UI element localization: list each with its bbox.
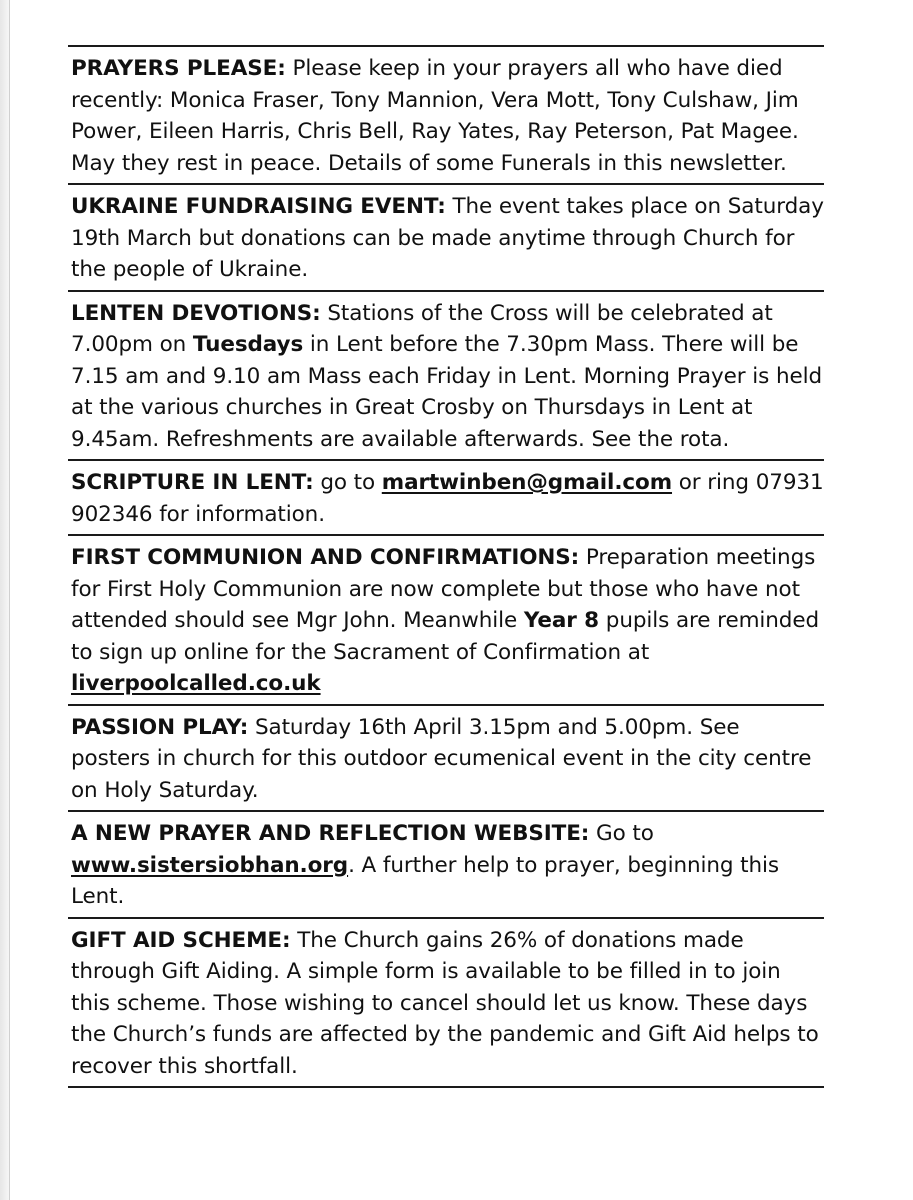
email-link[interactable]: martwinben@gmail.com [381, 470, 673, 495]
notice-ukraine-fundraising [68, 185, 824, 292]
notice-emphasis: Year 8 [523, 608, 600, 633]
page-edge-line [9, 0, 10, 1200]
notice-gift-aid [68, 919, 824, 1089]
notice-text: Preparation meetings for First Holy Communion are now complete but those who have not attended should see Mgr John. Meanwhile [71, 545, 816, 633]
notice-scripture-in-lent [68, 461, 824, 536]
notice-text: The event takes place on Saturday 19th March but donations can be made anytime through Church for the people of Ukraine. [71, 194, 824, 282]
notice-text: Please keep in your prayers all who have died recently: Monica Fraser, Tony Mannion, Vera Mott, Tony Culshaw, Jim Power, Eileen Harris, Chris Bell, Ray Yates, Ray Peterson, Pat Magee. May they rest in peace. Details of some Funerals in this newsletter. [71, 56, 799, 176]
notices-list [68, 45, 824, 1088]
notice-heading: UKRAINE FUNDRAISING EVENT: [71, 194, 446, 219]
notice-emphasis: Tuesdays [192, 332, 304, 357]
notice-lenten-devotions [68, 292, 824, 462]
notice-first-communion [68, 536, 824, 706]
notice-text: or ring 07931 902346 for information. [71, 470, 824, 527]
notice-text: Saturday 16th April 3.15pm and 5.00pm. See posters in church for this outdoor ecumenical event in the city centre on Holy Saturday. [71, 714, 812, 803]
website-link[interactable]: www.sistersiobhan.org [71, 852, 349, 878]
notice-text: Go to [596, 821, 654, 846]
notice-heading: FIRST COMMUNION AND CONFIRMATIONS: [71, 545, 580, 570]
notice-text: go to [320, 470, 376, 495]
notice-prayer-website [68, 812, 824, 919]
notice-text: . A further help to prayer, beginning this Lent. [71, 852, 780, 909]
notice-heading: GIFT AID SCHEME: [71, 927, 291, 953]
notice-text: Stations of the Cross will be celebrated at 7.00pm on [71, 300, 773, 357]
notice-heading: LENTEN DEVOTIONS: [71, 300, 321, 326]
page-edge-shadow [0, 0, 9, 1200]
notice-heading: A NEW PRAYER AND REFLECTION WEBSITE: [71, 821, 590, 846]
notice-passion-play [68, 706, 824, 813]
notice-heading: PASSION PLAY: [71, 714, 249, 740]
notice-prayers-please [68, 47, 824, 185]
notice-text: in Lent before the 7.30pm Mass. There will be 7.15 am and 9.10 am Mass each Friday in Lent. Morning Prayer is held at the various churches in Great Crosby on Thursdays in Lent at 9.45am. Refreshments are available afterwards. See the rota. [71, 332, 823, 452]
notice-text: pupils are reminded to sign up online for the Sacrament of Confirmation at [71, 608, 820, 665]
notice-heading: PRAYERS PLEASE: [71, 56, 286, 81]
website-link[interactable]: liverpoolcalled.co.uk [71, 671, 321, 696]
notice-heading: SCRIPTURE IN LENT: [71, 470, 314, 495]
notice-text: The Church gains 26% of donations made through Gift Aiding. A simple form is available to be filled in to join this scheme. Those wishing to cancel should let us know. These days the Church’s funds are affected by the pandemic and Gift Aid helps to recover this shortfall. [71, 927, 819, 1079]
